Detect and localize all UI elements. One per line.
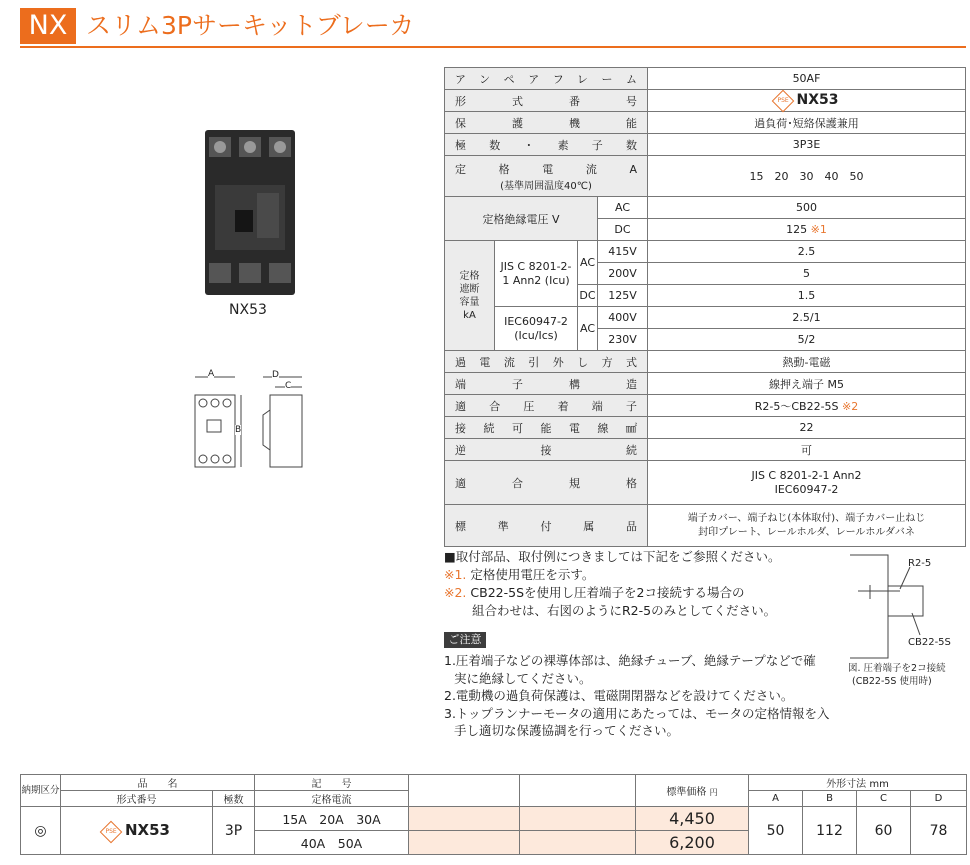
notes [444, 548, 781, 620]
order-table [20, 774, 967, 855]
rated-label: 定格電流A [455, 162, 637, 176]
h-dims: 外形寸法 mm [749, 775, 967, 791]
dim-a: A [208, 369, 215, 379]
acc-value-2: 封印プレート、レールホルダ、レールホルダバネ [698, 526, 915, 538]
insul-ac-label: AC [598, 197, 648, 219]
order-c: 60 [857, 807, 911, 855]
term-label: 端子構造 [445, 373, 648, 395]
poles-value: 3P3E [648, 134, 966, 156]
b125-value: 1.5 [648, 285, 966, 307]
b200-value: 5 [648, 263, 966, 285]
insul-dc-cell [648, 219, 966, 241]
acc-cell [648, 505, 966, 547]
note2-ref: ※2 [842, 399, 859, 413]
h-price: 標準価格 円 [636, 775, 749, 807]
dim-c: C [285, 381, 292, 391]
rev-value: 可 [648, 439, 966, 461]
frame-label: アンペアフレーム [445, 68, 648, 90]
h-b: B [803, 791, 857, 807]
order-d: 78 [911, 807, 967, 855]
order-rated-2: 40A 50A [255, 831, 409, 855]
b400-value: 2.5/1 [648, 307, 966, 329]
h-delivery: 納期区分 [21, 775, 61, 807]
order-model: NX53 [125, 821, 170, 839]
insul-label: 定格絶縁電圧 V [445, 197, 598, 241]
h-rated: 定格電流 [255, 791, 409, 807]
break-dc: DC [578, 285, 598, 307]
v400-label: 400V [598, 307, 648, 329]
caution-list [444, 652, 830, 740]
h-name: 品 名 [61, 775, 255, 791]
caution-1b: 実に絶縁してください。 [454, 670, 592, 686]
v200-label: 200V [598, 263, 648, 285]
spec-table [444, 67, 966, 547]
insul-dc-label: DC [598, 219, 648, 241]
figure-caption-2: (CB22-5S 使用時) [852, 676, 932, 687]
product-caption: NX53 [229, 302, 267, 318]
h-a: A [749, 791, 803, 807]
order-poles: 3P [213, 807, 255, 855]
title-rule [20, 46, 966, 48]
h-blank-2 [520, 775, 636, 807]
acc-value-1: 端子カバー、端子ねじ(本体取付)、端子カバー止ねじ [687, 512, 926, 524]
crimp-cell [648, 395, 966, 417]
pse-mark-icon: PSE [771, 90, 794, 113]
stdc-cell [648, 461, 966, 505]
rated-value: 15 20 30 40 50 [648, 156, 966, 197]
caution-3b: 手し適切な保護協調を行ってください。 [454, 723, 680, 738]
order-pse-mark-icon: PSE [100, 821, 123, 844]
rated-note: (基準周囲温度40℃) [500, 180, 592, 192]
model-label: 形式番号 [445, 90, 648, 112]
break-label: 定格遮断容量kA [445, 241, 495, 351]
note-line-1: ※1. 定格使用電圧を示す。 [444, 567, 595, 582]
note-line-0: ■取付部品、取付例につきましては下記をご参照ください。 [444, 549, 781, 564]
h-d: D [911, 791, 967, 807]
price-blank-2 [520, 807, 636, 831]
crimp-value: R2-5～CB22-5S [754, 399, 839, 413]
note1-ref: ※1 [810, 223, 827, 236]
trip-label: 過電流引外し方式 [445, 351, 648, 373]
caution-2: 2.電動機の過負荷保護は、電磁開閉器などを設けてください。 [444, 688, 794, 703]
poles-label: 極数・素子数 [445, 134, 648, 156]
term-value: 線押え端子 M5 [648, 373, 966, 395]
product-photo [195, 125, 305, 300]
order-price-1: 4,450 [636, 807, 749, 831]
price-blank-1 [409, 807, 520, 831]
crimp-label: 適合圧着端子 [445, 395, 648, 417]
rev-label: 逆接続 [445, 439, 648, 461]
break-ac1: AC [578, 241, 598, 285]
order-model-cell [61, 807, 213, 855]
h-poles: 極数 [213, 791, 255, 807]
insul-ac-value: 500 [648, 197, 966, 219]
std2-label: IEC60947-2 (Icu/Ics) [495, 307, 578, 351]
protect-label: 保護機能 [445, 112, 648, 134]
acc-label: 標準付属品 [445, 505, 648, 547]
page-title: スリム3Pサーキットブレーカ [86, 11, 415, 40]
model-cell [648, 90, 966, 112]
v230-label: 230V [598, 329, 648, 351]
std1-label: JIS C 8201-2-1 Ann2 (Icu) [495, 241, 578, 307]
note-line-2: ※2. CB22-5Sを使用し圧着端子を2コ接続する場合の [444, 585, 745, 600]
h-symbol: 記 号 [255, 775, 409, 791]
order-price-2: 6,200 [636, 831, 749, 855]
figure-caption-1: 図. 圧着端子を2コ接続 [848, 663, 946, 674]
caution-1: 1.圧着端子などの裸導体部は、絶縁チューブ、絶縁テープなどで確 [444, 653, 816, 668]
dim-d: D [272, 370, 279, 380]
b415-value: 2.5 [648, 241, 966, 263]
caution-tag: ご注意 [444, 632, 486, 648]
note-line-3: 組合わせは、右図のようにR2-5のみとしてください。 [472, 603, 777, 618]
figure-cb: CB22-5S [908, 637, 951, 648]
b230-value: 5/2 [648, 329, 966, 351]
trip-value: 熱動-電磁 [648, 351, 966, 373]
figure-r25: R2-5 [908, 558, 932, 569]
stdc-value-1: JIS C 8201-2-1 Ann2 [751, 468, 862, 482]
dimension-drawing [185, 370, 320, 475]
title-badge: NX [20, 8, 76, 44]
wire-label: 接続可能電線㎟ [445, 417, 648, 439]
model-value: NX53 [796, 92, 839, 108]
order-b: 112 [803, 807, 857, 855]
h-blank-1 [409, 775, 520, 807]
stdc-value-2: IEC60947-2 [774, 482, 839, 496]
price-blank-3 [409, 831, 520, 855]
order-rated-1: 15A 20A 30A [255, 807, 409, 831]
stdc-label: 適合規格 [445, 461, 648, 505]
h-model: 形式番号 [61, 791, 213, 807]
protect-value: 過負荷･短絡保護兼用 [648, 112, 966, 134]
insul-dc-value: 125 [786, 223, 808, 236]
h-c: C [857, 791, 911, 807]
v125-label: 125V [598, 285, 648, 307]
order-a: 50 [749, 807, 803, 855]
dim-b: B [235, 425, 242, 435]
wire-value: 22 [648, 417, 966, 439]
rated-label-cell [445, 156, 648, 197]
price-blank-4 [520, 831, 636, 855]
break-ac2: AC [578, 307, 598, 351]
frame-value: 50AF [648, 68, 966, 90]
v415-label: 415V [598, 241, 648, 263]
caution-3: 3.トップランナーモータの適用にあたっては、モータの定格情報を入 [444, 705, 830, 721]
delivery-mark: ◎ [21, 807, 61, 855]
